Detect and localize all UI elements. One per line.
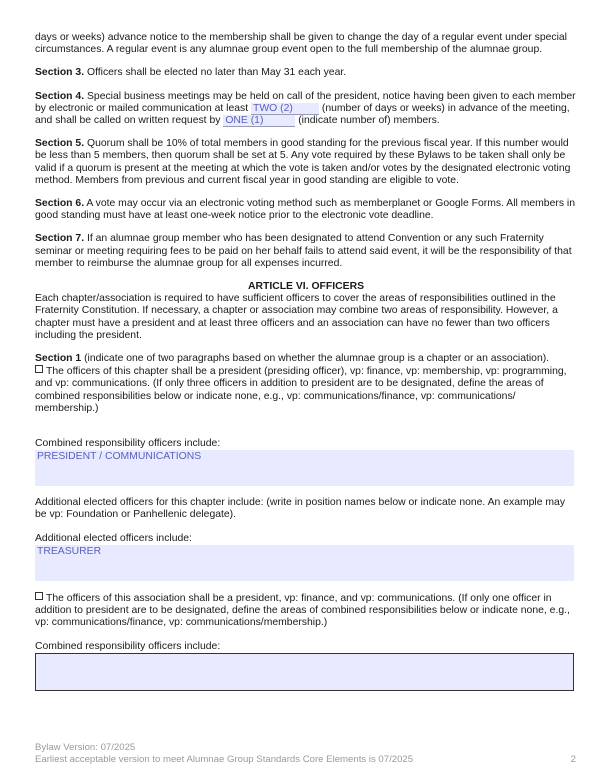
association-option-text: The officers of this association shall be a president, vp: finance, and vp: communications. (If only one officer in addition to president are to be designated, define the areas of combined responsibilities below or indicate none, e.g., vp: communications/finance, vp: communications/membership.) bbox=[35, 592, 570, 629]
page-number: 2 bbox=[570, 753, 576, 765]
additional-officers-label: Additional elected officers include: bbox=[35, 532, 192, 544]
page-footer bbox=[35, 742, 576, 765]
officers-section-1-label: Section 1 bbox=[35, 353, 82, 365]
combined-officers-label-1: Combined responsibility officers include: bbox=[35, 438, 221, 450]
earliest-version-note: Earliest acceptable version to meet Alumnae Group Standards Core Elements is 07/2025 bbox=[35, 753, 414, 765]
section-6-label: Section 6. bbox=[35, 198, 85, 210]
section-7-label: Section 7. bbox=[35, 233, 85, 245]
document-page bbox=[35, 32, 577, 702]
chapter-option-checkbox[interactable] bbox=[35, 365, 43, 373]
combined-officers-input-2[interactable] bbox=[35, 653, 574, 691]
chapter-option-text: The officers of this chapter shall be a president (presiding officer), vp: finance, vp: membership, vp: programming, and vp: communications. (If only three officers in addition to president are to be designated, define the areas of combined responsibilities below or indicate none, e.g., vp: communications/finance, vp: communications/ membership.) bbox=[35, 366, 567, 414]
section-7-text: If an alumnae group member who has been designated to attend Convention or any such Fraternity seminar or meeting requiring fees to be paid on her behalf fails to attend said event, it will be the responsibility of that member to reimburse the alumnae group for all expenses incurred. bbox=[35, 233, 572, 269]
chapter-option bbox=[35, 365, 577, 415]
section-6 bbox=[35, 198, 577, 222]
additional-officers-input[interactable]: TREASURER bbox=[35, 545, 574, 581]
request-count-field[interactable]: ONE (1) bbox=[223, 115, 295, 127]
section-5-label: Section 5. bbox=[35, 138, 85, 150]
section-4-text-b: (number of days or weeks) in advance of the meeting, and shall be called on written request by bbox=[35, 102, 570, 127]
section-4 bbox=[35, 91, 577, 128]
section-4-label: Section 4. bbox=[35, 90, 85, 102]
section-5-text: Quorum shall be 10% of total members in good standing for the previous fiscal year. If this number would be less than 5 members, then quorum shall be set at 5. Any vote required by these Bylaws to be taken shall only be valid if a quorum is present at the meeting at which the vote is taken and/or votes by the designated electronic voting method. Members from previous and current fiscal year in good standing are eligible to vote. bbox=[35, 138, 571, 186]
section-3 bbox=[35, 67, 577, 79]
notice-period-field[interactable]: TWO (2) bbox=[251, 103, 319, 115]
section-4-text-a: Special business meetings may be held on call of the president, notice having been given to each member by electronic or mailed communication at least bbox=[35, 90, 576, 114]
intro-paragraph: days or weeks) advance notice to the membership shall be given to change the day of a regular event under special circumstances. A regular event is any alumnae group event open to the full membership of the alumnae group. bbox=[35, 32, 567, 56]
section-3-label: Section 3. bbox=[35, 67, 85, 79]
section-7 bbox=[35, 233, 577, 270]
association-option-checkbox[interactable] bbox=[35, 592, 43, 600]
section-5 bbox=[35, 138, 577, 187]
article-intro: Each chapter/association is required to have sufficient officers to cover the areas of responsibilities outlined in the Fraternity Constitution. If necessary, a chapter or association may combine two areas of responsibility. However, a chapter must have a president and at least three officers and an association can have no fewer than two officers including the president. bbox=[35, 293, 558, 341]
additional-officers-note: Additional elected officers for this chapter include: (write in position names below or indicate none. An example may be vp: Foundation or Panhellenic delegate). bbox=[35, 497, 566, 521]
section-3-text: Officers shall be elected no later than May 31 each year. bbox=[84, 67, 347, 79]
bylaw-version: Bylaw Version: 07/2025 bbox=[35, 742, 136, 753]
article-heading: ARTICLE VI. OFFICERS bbox=[247, 281, 365, 293]
combined-officers-label-2: Combined responsibility officers include: bbox=[35, 640, 221, 652]
section-4-text-c: (indicate number of) members. bbox=[295, 115, 440, 127]
officers-section-1 bbox=[35, 353, 577, 365]
association-option bbox=[35, 592, 577, 630]
section-6-text: A vote may occur via an electronic voting method such as memberplanet or Google Forms. All members in good standing must have at least one-week notice prior to the electronic vote deadline. bbox=[35, 198, 575, 222]
combined-officers-input-1[interactable]: PRESIDENT / COMMUNICATIONS bbox=[35, 450, 574, 486]
officers-section-1-text: (indicate one of two paragraphs based on whether the alumnae group is a chapter or an association). bbox=[81, 353, 550, 365]
